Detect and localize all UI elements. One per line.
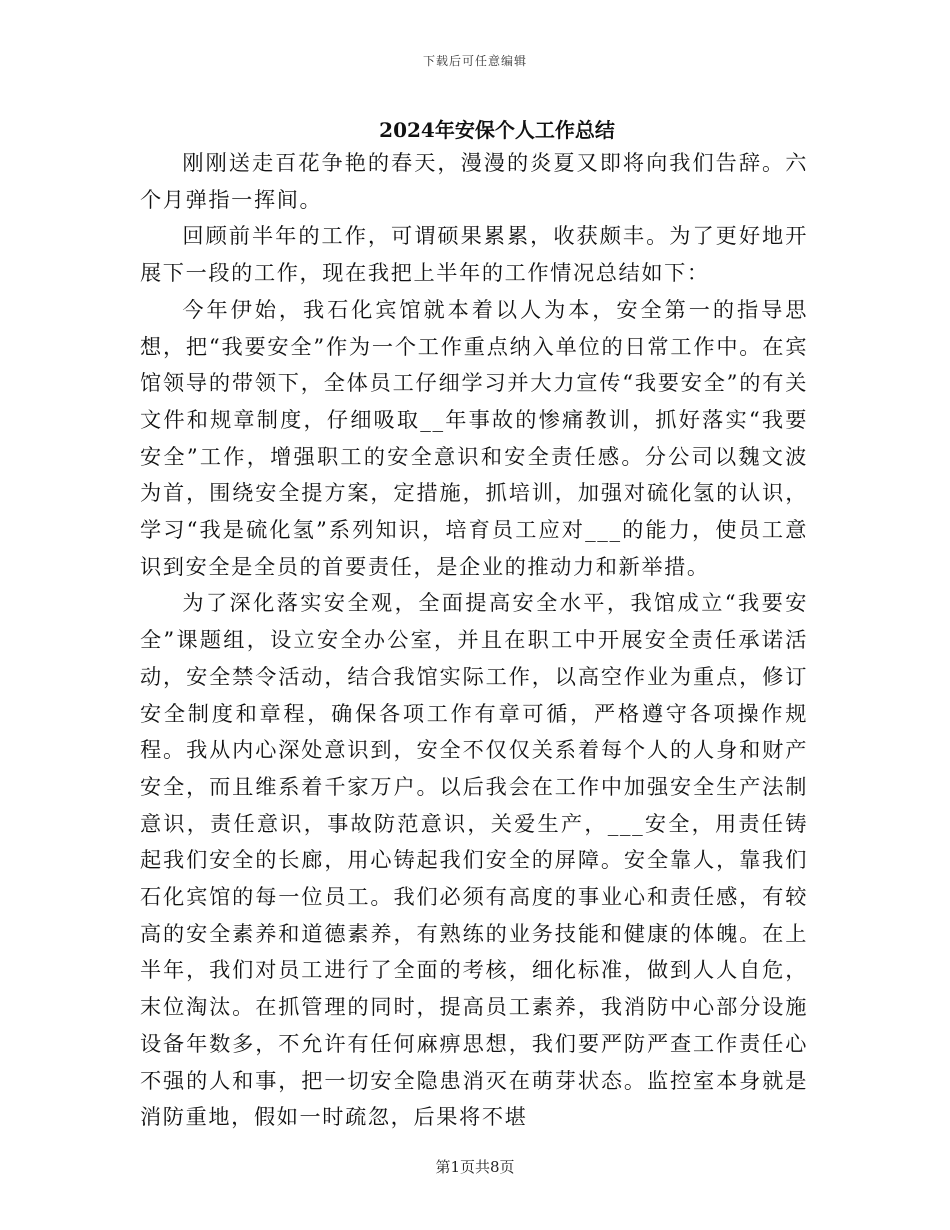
- document-title: 2024年安保个人工作总结: [379, 118, 615, 142]
- paragraph: 为了深化落实安全观，全面提高安全水平，我馆成立“我要安全”课题组，设立安全办公室，并且在职工中开展安全责任承诺活动，安全禁令活动，结合我馆实际工作，以高空作业为重点，修订安全制度和章程，确保各项工作有章可循，严格遵守各项操作规程。我从内心深处意识到，安全不仅仅关系着每个人的人身和财产安全，而且维系着千家万户。以后我会在工作中加强安全生产法制意识，责任意识，事故防范意识，关爱生产，___安全，用责任铸起我们安全的长廊，用心铸起我们安全的屏障。安全靠人，靠我们石化宾馆的每一位员工。我们必须有高度的事业心和责任感，有较高的安全素养和道德素养，有熟练的业务技能和健康的体魄。在上半年，我们对员工进行了全面的考核，细化标准，做到人人自危，末位淘汰。在抓管理的同时，提高员工素养，我消防中心部分设施设备年数多，不允许有任何麻痹思想，我们要严防严查工作责任心不强的人和事，把一切安全隐患消灭在萌芽状态。监控室本身就是消防重地，假如一时疏忽，后果将不堪: [140, 590, 808, 1130]
- document-body: [140, 145, 808, 1136]
- page-number: 第1页共8页: [435, 1158, 515, 1176]
- paragraph: 刚刚送走百花争艳的春天，漫漫的炎夏又即将向我们告辞。六个月弹指一挥间。: [140, 150, 808, 212]
- paragraph: 今年伊始，我石化宾馆就本着以人为本，安全第一的指导思想，把“我要安全”作为一个工作重点纳入单位的日常工作中。在宾馆领导的带领下，全体员工仔细学习并大力宣传“我要安全”的有关文件和规章制度，仔细吸取__年事故的惨痛教训，抓好落实“我要安全”工作，增强职工的安全意识和安全责任感。分公司以魏文波为首，围绕安全提方案，定措施，抓培训，加强对硫化氢的认识，学习“我是硫化氢”系列知识，培育员工应对___的能力，使员工意识到安全是全员的首要责任，是企业的推动力和新举措。: [140, 296, 808, 579]
- paragraph: 回顾前半年的工作，可谓硕果累累，收获颇丰。为了更好地开展下一段的工作，现在我把上半年的工作情况总结如下：: [140, 223, 808, 286]
- header-note: 下载后可任意编辑: [422, 54, 527, 68]
